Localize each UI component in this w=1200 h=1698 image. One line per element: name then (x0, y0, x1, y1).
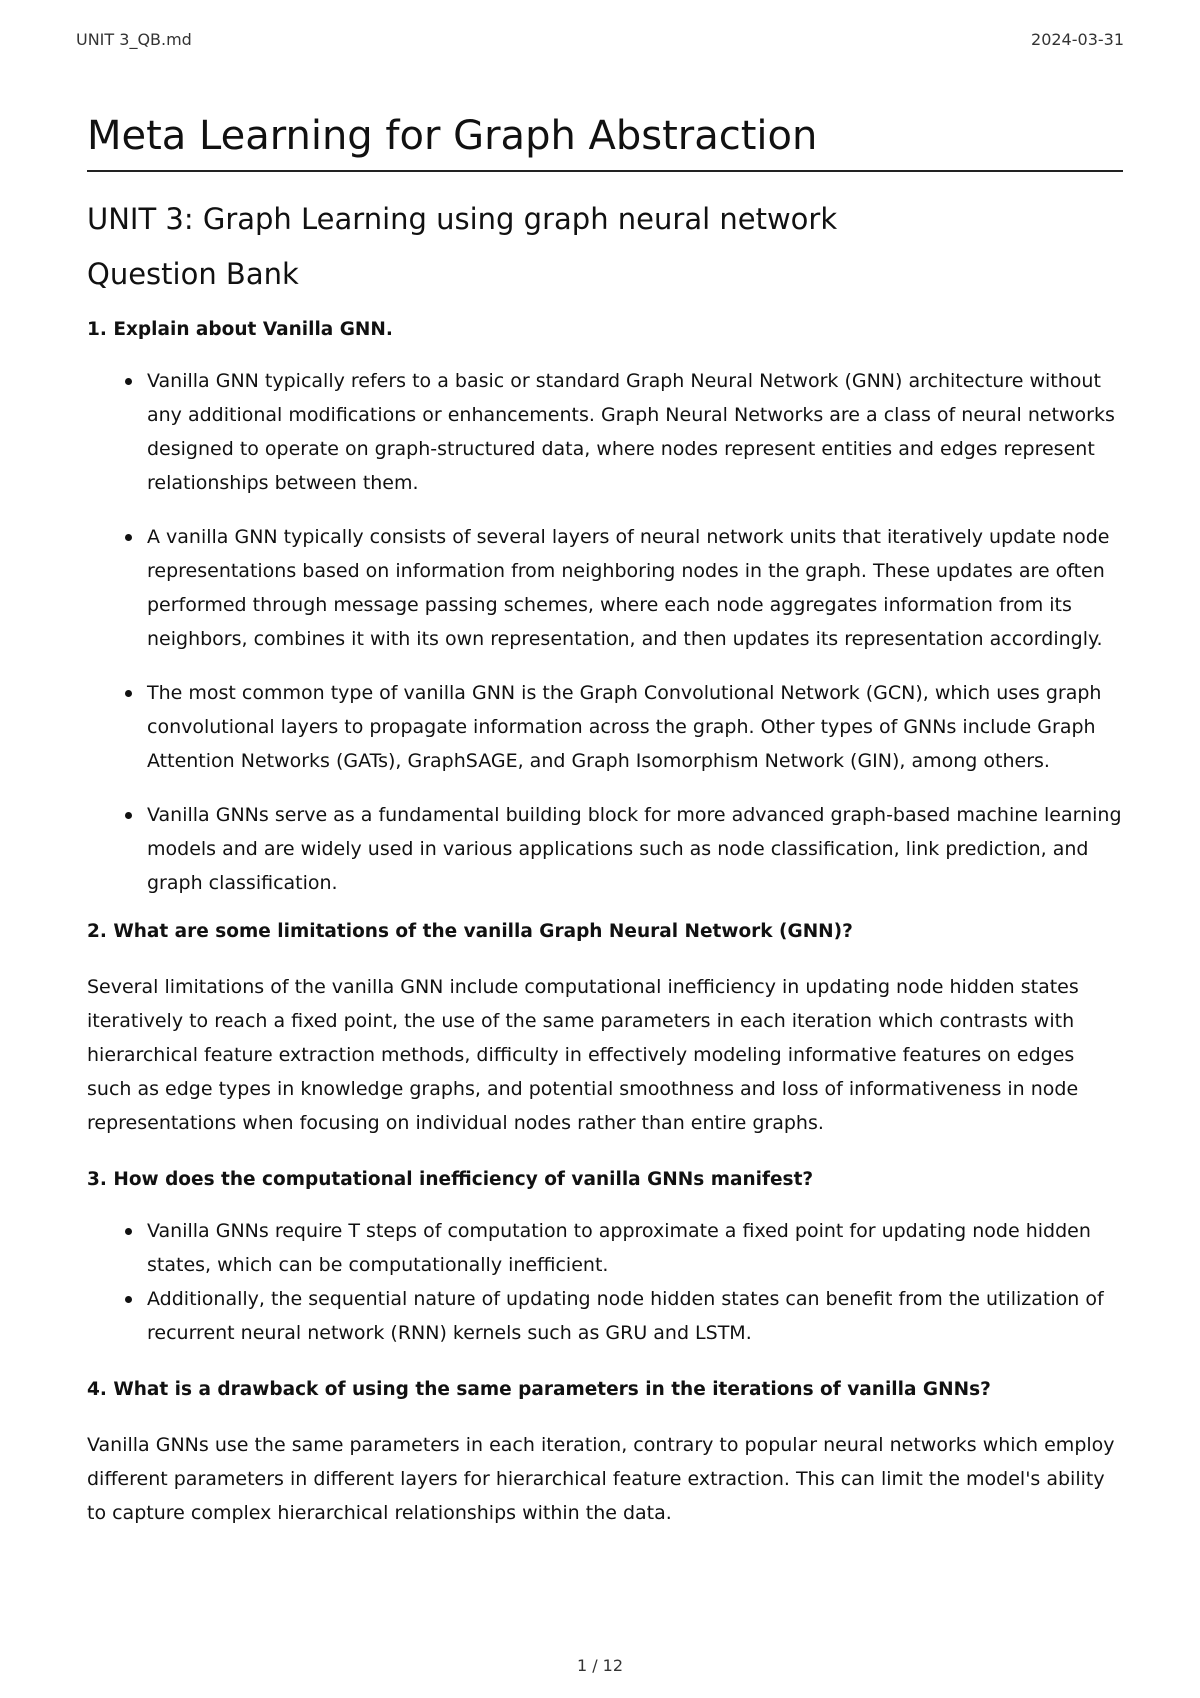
list-item: A vanilla GNN typically consists of several layers of neural network units that iteratively update node representations based on information from neighboring nodes in the graph. These updates are often performed through message passing schemes, where each node aggregates information from its neighbors, combines it with its own representation, and then updates its representation accordingly. (147, 520, 1123, 656)
question-2: 2. What are some limitations of the vanilla Graph Neural Network (GNN)? (87, 920, 853, 942)
question-4: 4. What is a drawback of using the same parameters in the iterations of vanilla GNNs? (87, 1378, 991, 1400)
header-filename: UNIT 3_QB.md (76, 30, 192, 49)
header-date: 2024-03-31 (1031, 30, 1124, 49)
list-item: Vanilla GNNs require T steps of computation to approximate a fixed point for updating node hidden states, which can be computationally inefficient. (147, 1214, 1123, 1282)
answer-2-paragraph: Several limitations of the vanilla GNN include computational inefficiency in updating node hidden states iteratively to reach a fixed point, the use of the same parameters in each iteration which contrasts with hierarchical feature extraction methods, difficulty in effectively modeling informative features on edges such as edge types in knowledge graphs, and potential smoothness and loss of informativeness in node representations when focusing on individual nodes rather than entire graphs. (87, 975, 1079, 1134)
unit-heading: UNIT 3: Graph Learning using graph neural network (87, 202, 838, 236)
page-header (76, 30, 1124, 49)
section-heading: Question Bank (87, 256, 299, 291)
list-item: Vanilla GNNs serve as a fundamental building block for more advanced graph-based machine learning models and are widely used in various applications such as node classification, link prediction, and graph classification. (147, 798, 1123, 900)
page-title: Meta Learning for Graph Abstraction (87, 112, 1123, 172)
page-number: 1 / 12 (576, 1656, 624, 1675)
answer-1-list (87, 364, 1123, 900)
list-item: Vanilla GNN typically refers to a basic or standard Graph Neural Network (GNN) architecture without any additional modifications or enhancements. Graph Neural Networks are a class of neural networks designed to operate on graph-structured data, where nodes represent entities and edges represent relationships between them. (147, 364, 1123, 500)
answer-3-list (87, 1214, 1123, 1350)
question-1: 1. Explain about Vanilla GNN. (87, 318, 393, 340)
list-item: Additionally, the sequential nature of updating node hidden states can benefit from the utilization of recurrent neural network (RNN) kernels such as GRU and LSTM. (147, 1282, 1123, 1350)
answer-4-paragraph: Vanilla GNNs use the same parameters in each iteration, contrary to popular neural networks which employ different parameters in different layers for hierarchical feature extraction. This can limit the model's ability to capture complex hierarchical relationships within the data. (87, 1433, 1115, 1524)
question-3: 3. How does the computational inefficiency of vanilla GNNs manifest? (87, 1168, 814, 1190)
document-body (87, 112, 1123, 1530)
list-item: The most common type of vanilla GNN is the Graph Convolutional Network (GCN), which uses graph convolutional layers to propagate information across the graph. Other types of GNNs include Graph Attention Networks (GATs), GraphSAGE, and Graph Isomorphism Network (GIN), among others. (147, 676, 1123, 778)
